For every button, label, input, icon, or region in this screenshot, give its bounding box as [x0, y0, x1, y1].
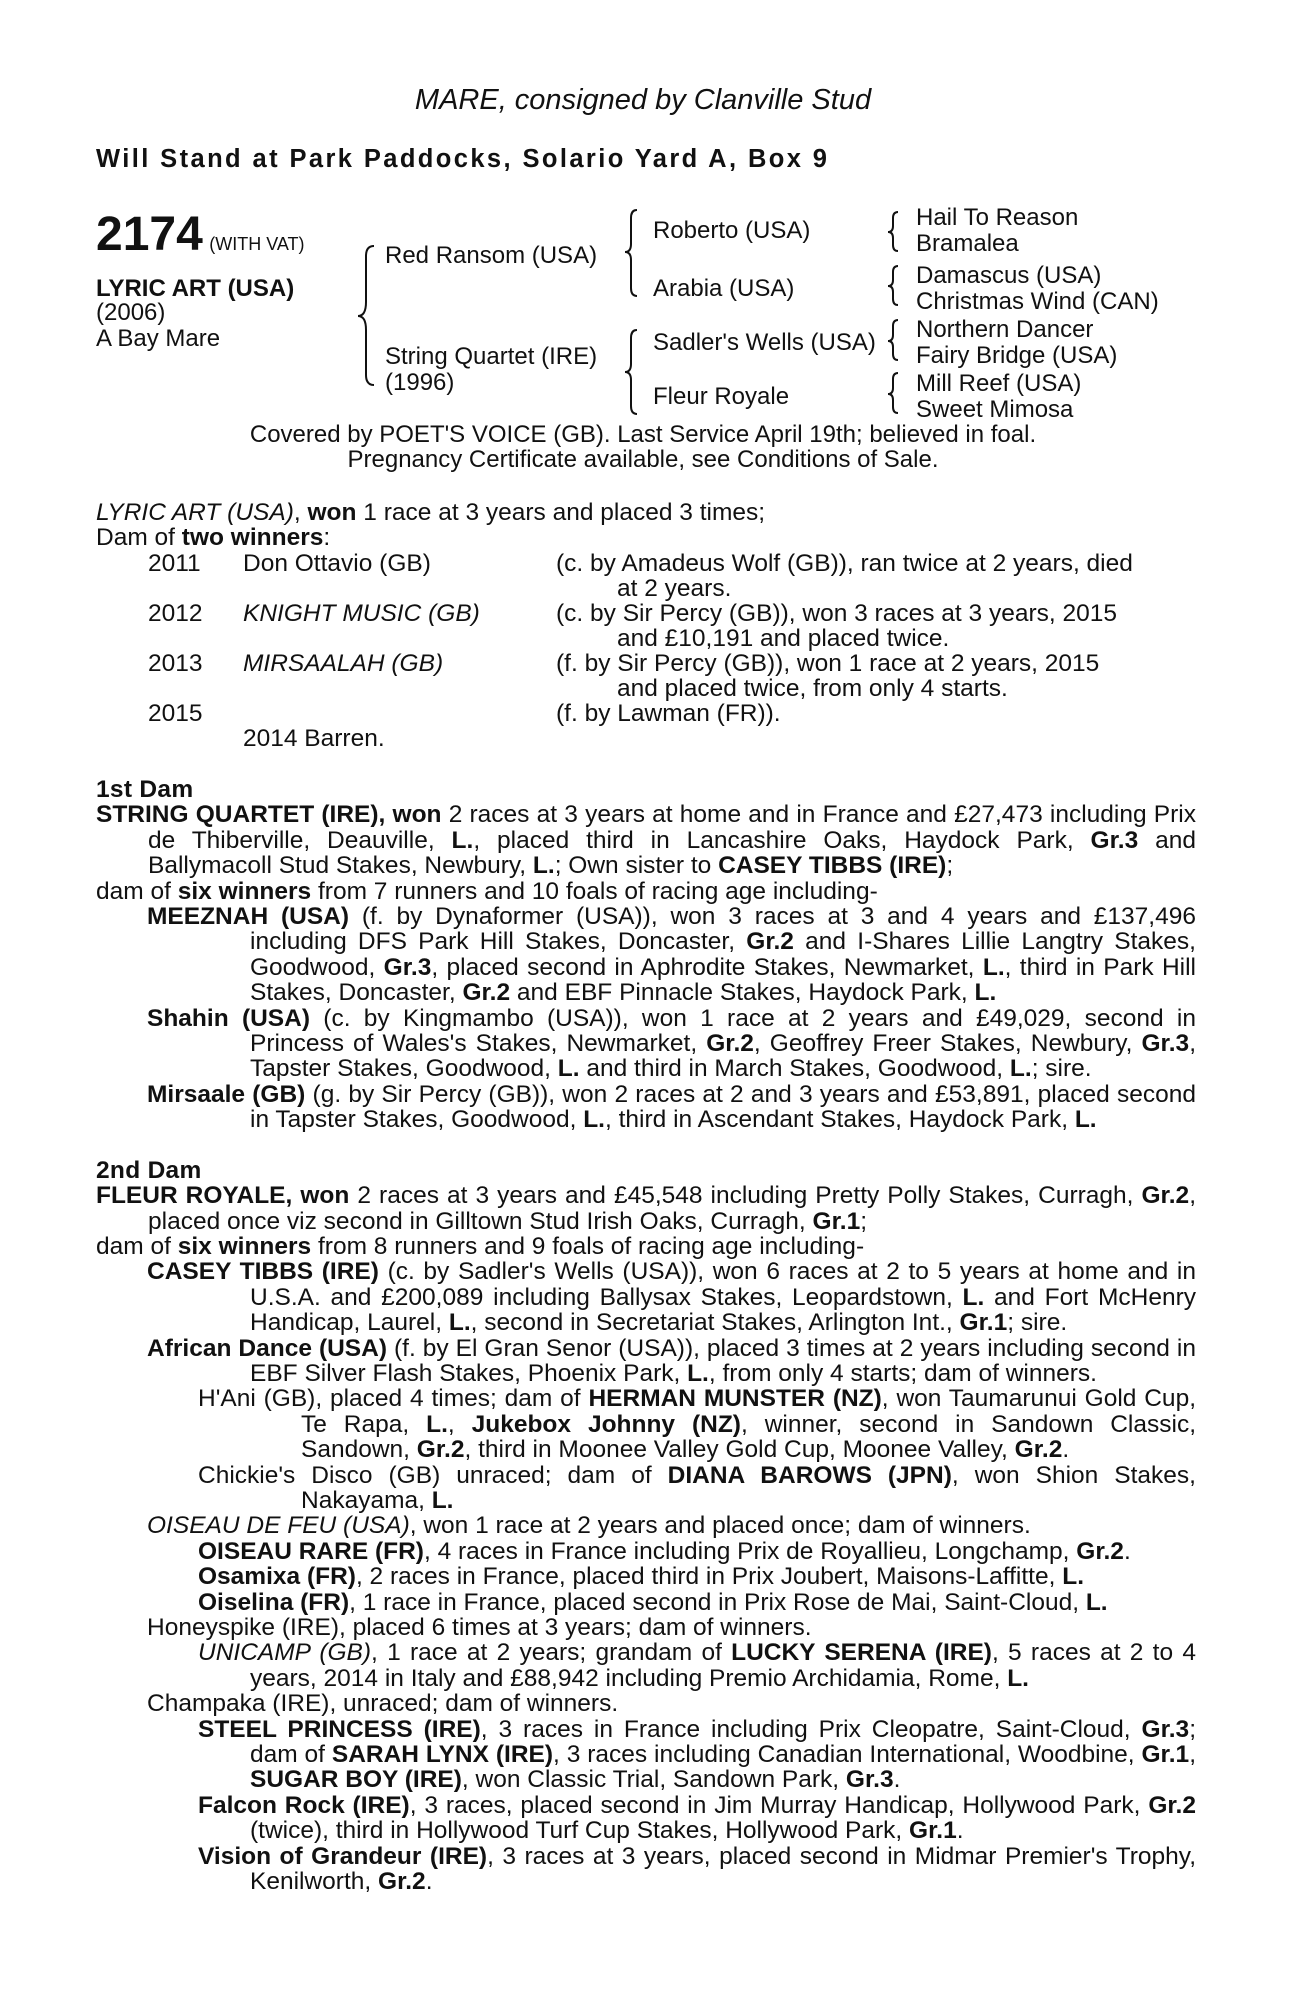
text: .: [893, 1766, 901, 1794]
mare-record: [96, 500, 765, 525]
listed-badge: L.: [687, 1359, 709, 1387]
progeny-detail-cont: and placed twice, from only 4 starts.: [617, 675, 1008, 702]
second-dam-produce-summary: [96, 1234, 1196, 1259]
won-label: won: [392, 801, 442, 829]
text: ; Own sister to: [554, 852, 719, 880]
progeny-name: Don Ottavio (GB): [243, 550, 431, 577]
main-brace: [358, 246, 374, 385]
produce-entry: [96, 1640, 1196, 1691]
text: ,: [447, 1410, 472, 1438]
produce-entry: [96, 1564, 1196, 1589]
progeny-detail-cont: and £10,191 and placed twice.: [617, 625, 950, 652]
produce-entry: [96, 1844, 1196, 1895]
text: , third in Ascendant Stakes, Haydock Park,: [605, 1106, 1075, 1134]
progeny-year: 2015: [148, 700, 203, 727]
listed-badge: L.: [1007, 1664, 1029, 1692]
own-sister-name: CASEY TIBBS (IRE): [718, 852, 947, 880]
text: and I-Shares Lillie Langtry Stakes, Goodwood,: [250, 928, 1196, 981]
produce-name: STEEL PRINCESS (IRE): [198, 1715, 481, 1743]
dam-brace: [625, 330, 637, 414]
progeny-detail: (f. by Lawman (FR)).: [556, 700, 781, 727]
listed-badge: L.: [1009, 1055, 1032, 1083]
text: ;: [946, 852, 954, 880]
text: (g. by Sir Percy (GB)), won 2 races at 2 and 3 years and £53,891, placed second in Tapster Stakes, Goodwood,: [250, 1080, 1196, 1134]
progeny-detail: (c. by Sir Percy (GB)), won 3 races at 3 years, 2015: [556, 600, 1117, 627]
text: (f. by El Gran Senor (USA)), placed 3 times at 2 years including second in EBF Silver Flash Stakes, Phoenix Park,: [250, 1334, 1196, 1387]
sire-brace: [625, 210, 637, 296]
ped-ddd: Sweet Mimosa: [916, 396, 1074, 423]
text: , winner, second in Sandown Classic, Sandown,: [301, 1410, 1197, 1464]
brace-ds: [888, 320, 898, 360]
text: , Tapster Stakes, Goodwood,: [250, 1030, 1196, 1083]
produce-entry: [96, 1513, 1196, 1538]
produce-entry: [96, 1386, 1196, 1462]
text: , won 1 race at 2 years and placed once; dam of winners.: [409, 1512, 1031, 1540]
text: , won Classic Trial, Sandown Park,: [461, 1766, 846, 1794]
listed-badge: L.: [974, 979, 997, 1007]
produce-entry: [96, 1006, 1196, 1082]
horse-name: LYRIC ART (USA): [96, 275, 295, 302]
record-name: LYRIC ART (USA): [96, 499, 294, 526]
progeny-year: 2011: [148, 550, 201, 577]
progeny-name: KNIGHT MUSIC (GB): [243, 600, 480, 627]
ped-ssd: Bramalea: [916, 230, 1019, 257]
progeny-name: MIRSAALAH (GB): [243, 650, 444, 677]
produce-entry: [96, 1717, 1196, 1793]
ped-dds: Mill Reef (USA): [916, 370, 1082, 397]
text: and EBF Pinnacle Stakes, Haydock Park,: [510, 979, 975, 1007]
group-badge: Gr.1: [909, 1817, 957, 1845]
text: dam of: [96, 877, 178, 905]
dam-of-dam: Fleur Royale: [653, 383, 790, 410]
barren-year: 2014 Barren.: [243, 725, 385, 752]
text: , from only 4 starts; dam of winners.: [708, 1359, 1097, 1387]
punct: ,: [378, 801, 393, 829]
dam-of-sire: Arabia (USA): [653, 275, 795, 302]
listed-badge: L.: [451, 826, 474, 854]
two-winners: two winners: [181, 524, 324, 551]
family-section: [96, 777, 1196, 1894]
text: .: [956, 1817, 964, 1845]
produce-entry: [96, 1590, 1196, 1615]
produce-name: HERMAN MUNSTER (NZ): [588, 1385, 882, 1413]
group-badge: Gr.2: [378, 1868, 426, 1896]
second-dam-record: [96, 1183, 1196, 1234]
produce-name: Mirsaale (GB): [147, 1080, 306, 1108]
text: ,: [1189, 1741, 1196, 1769]
catalogue-header-title: MARE, consigned by Clanville Stud: [414, 84, 872, 116]
group-badge: Gr.3: [1141, 1030, 1190, 1058]
listed-badge: L.: [1085, 1588, 1108, 1616]
group-badge: Gr.3: [845, 1766, 894, 1794]
group-badge: Gr.1: [812, 1207, 861, 1235]
text: , won Taumarunui Gold Cup, Te Rapa,: [301, 1385, 1196, 1438]
second-dam-heading: 2nd Dam: [96, 1156, 202, 1184]
text: and Fort McHenry Handicap, Laurel,: [250, 1283, 1197, 1337]
text: (f. by Dynaformer (USA)), won 3 races at 3 and 4 years and £137,496 including DFS Park Hill Stakes, Doncaster,: [250, 903, 1196, 956]
text: from 7 runners and 10 foals of racing age including-: [311, 877, 878, 905]
group-badge: Gr.2: [706, 1030, 754, 1058]
text: (twice), third in Hollywood Turf Cup Stakes, Hollywood Park,: [250, 1817, 910, 1845]
listed-badge: L.: [448, 1309, 471, 1337]
first-dam-heading: 1st Dam: [96, 776, 194, 803]
produce-name: MEEZNAH (USA): [147, 903, 350, 931]
first-dam-record: [96, 802, 1196, 878]
brace-sd: [888, 266, 898, 305]
group-badge: Gr.2: [746, 928, 794, 956]
stabling-location: Will Stand at Park Paddocks, Solario Yard A, Box 9: [96, 145, 830, 173]
group-badge: Gr.1: [959, 1309, 1008, 1337]
text: ;: [860, 1207, 868, 1235]
produce-entry: [96, 1793, 1196, 1844]
group-badge: Gr.3: [1090, 826, 1139, 854]
record-won: won: [307, 499, 357, 526]
produce-entry: [96, 1463, 1196, 1514]
text: ; sire.: [1031, 1055, 1092, 1083]
produce-name: Shahin (USA): [147, 1004, 311, 1032]
text: , placed once viz second in Gilltown Stud Irish Oaks, Curragh,: [148, 1182, 1196, 1235]
text: ; dam of: [250, 1715, 1197, 1769]
sire: Red Ransom (USA): [385, 242, 598, 269]
produce-name: DIANA BAROWS (JPN): [667, 1461, 952, 1489]
text: , second in Secretariat Stakes, Arlington Int.,: [470, 1309, 960, 1337]
produce-name: SUGAR BOY (IRE): [250, 1766, 462, 1794]
produce-entry: Champaka (IRE), unraced; dam of winners.: [147, 1690, 619, 1718]
group-badge: Gr.2: [1076, 1537, 1124, 1565]
listed-badge: L.: [532, 852, 555, 880]
progeny-detail: (c. by Amadeus Wolf (GB)), ran twice at 2 years, died: [556, 550, 1133, 577]
text: dam of: [96, 1232, 178, 1260]
listed-badge: L.: [1074, 1106, 1097, 1134]
text: , 1 race at 2 years; grandam of: [371, 1639, 732, 1667]
listed-badge: L.: [982, 953, 1005, 981]
listed-badge: L.: [583, 1106, 605, 1134]
text: and third in March Stakes, Goodwood,: [579, 1055, 1010, 1083]
produce-name: Vision of Grandeur (IRE): [198, 1842, 488, 1870]
won-label: won: [300, 1182, 350, 1210]
text: , 2 races in France, placed third in Prix Joubert, Maisons-Laffitte,: [355, 1563, 1063, 1591]
group-badge: Gr.2: [1141, 1182, 1190, 1210]
produce-entry: [96, 1259, 1196, 1335]
dam-foaling-year: (1996): [385, 369, 455, 396]
text: ; sire.: [1007, 1309, 1068, 1337]
listed-badge: L.: [962, 1283, 985, 1311]
group-badge: Gr.2: [416, 1436, 465, 1464]
produce-name: OISEAU DE FEU (USA): [147, 1512, 410, 1540]
text: (c. by Kingmambo (USA)), won 1 race at 2 years and £49,029, second in Princess of Wales's Stakes, Newmarket,: [250, 1004, 1197, 1058]
produce-name: OISEAU RARE (FR): [198, 1537, 424, 1565]
produce-name: Oiselina (FR): [198, 1588, 350, 1616]
horse-description: A Bay Mare: [96, 325, 221, 352]
group-badge: Gr.1: [1141, 1741, 1190, 1769]
produce-name: LUCKY SERENA (IRE): [731, 1639, 992, 1667]
text: .: [1123, 1537, 1131, 1565]
text: , 3 races, placed second in Jim Murray Handicap, Hollywood Park,: [409, 1791, 1149, 1819]
produce-entry: [96, 1539, 1196, 1564]
listed-badge: L.: [557, 1055, 580, 1083]
brace-ss: [888, 212, 898, 251]
first-dam-produce-summary: [96, 879, 1196, 904]
produce-entry: [96, 1336, 1196, 1387]
produce-name: CASEY TIBBS (IRE): [147, 1258, 379, 1286]
text: (c. by Sadler's Wells (USA)), won 6 races at 2 to 5 years at home and in U.S.A. and £200,089 including Ballysax Stakes, Leopardstown,: [250, 1258, 1196, 1311]
winners-count: six winners: [177, 877, 312, 905]
group-badge: Gr.2: [1014, 1436, 1063, 1464]
ped-sds: Damascus (USA): [916, 262, 1102, 289]
text: , won Shion Stakes, Nakayama,: [301, 1461, 1196, 1514]
produce-name: UNICAMP (GB): [198, 1639, 372, 1667]
produce-entry: [96, 1082, 1196, 1133]
produce-name: African Dance (USA): [147, 1334, 387, 1362]
produce-name: Osamixa (FR): [198, 1563, 356, 1591]
produce-name: SARAH LYNX (IRE): [331, 1741, 554, 1769]
text: , placed third in Lancashire Oaks, Haydock Park,: [473, 826, 1091, 854]
punct: ,: [285, 1182, 301, 1210]
foaling-year: (2006): [96, 299, 166, 326]
ped-dss: Northern Dancer: [916, 316, 1094, 343]
listed-badge: L.: [426, 1410, 448, 1438]
vat-note: (WITH VAT): [209, 234, 305, 254]
text: , placed second in Aphrodite Stakes, Newmarket,: [431, 953, 983, 981]
text: , 1 race in France, placed second in Prix Rose de Mai, Saint-Cloud,: [349, 1588, 1086, 1616]
progeny-year: 2012: [148, 600, 203, 627]
group-badge: Gr.3: [1141, 1715, 1190, 1743]
text: , 3 races including Canadian International, Woodbine,: [553, 1741, 1142, 1769]
text: , third in Moonee Valley Gold Cup, Moonee Valley,: [464, 1436, 1015, 1464]
listed-badge: L.: [431, 1486, 454, 1514]
progeny-detail: (f. by Sir Percy (GB)), won 1 race at 2 years, 2015: [556, 650, 1100, 677]
colon: :: [323, 524, 331, 551]
produce-name: Jukebox Johnny (NZ): [471, 1410, 741, 1438]
progeny-year: 2013: [148, 650, 203, 677]
text: , 5 races at 2 to 4 years, 2014 in Italy and £88,942 including Premio Archidamia, Rome,: [250, 1639, 1196, 1692]
text: , 3 races at 3 years, placed second in Midmar Premier's Trophy, Kenilworth,: [250, 1842, 1197, 1896]
group-badge: Gr.3: [383, 953, 432, 981]
pregnancy-notice: Pregnancy Certificate available, see Conditions of Sale.: [347, 446, 939, 473]
record-rest: 1 race at 3 years and placed 3 times;: [356, 499, 766, 526]
group-badge: Gr.2: [1148, 1791, 1196, 1819]
covered-notice: Covered by POET'S VOICE (GB). Last Service April 19th; believed in foal.: [249, 421, 1037, 448]
text: H'Ani (GB), placed 4 times; dam of: [198, 1385, 589, 1413]
text: , 4 races in France including Prix de Royallieu, Longchamp,: [423, 1537, 1077, 1565]
produce-entry: Honeyspike (IRE), placed 6 times at 3 years; dam of winners.: [147, 1614, 812, 1641]
ped-sdd: Christmas Wind (CAN): [916, 288, 1159, 315]
ped-dsd: Fairy Bridge (USA): [916, 342, 1118, 369]
text: and Ballymacoll Stud Stakes, Newbury,: [148, 826, 1196, 880]
text: 2 races at 3 years at home and in France and £27,473 including Prix de Thiberville, Deauville,: [148, 801, 1196, 854]
brace-dd: [888, 373, 898, 413]
text: .: [425, 1868, 433, 1896]
ped-sss: Hail To Reason: [916, 204, 1079, 231]
lot-number: 2174: [96, 208, 203, 261]
first-dam-name: STRING QUARTET (IRE): [96, 801, 379, 829]
sire-of-sire: Roberto (USA): [653, 217, 811, 244]
progeny-detail-cont: at 2 years.: [617, 575, 732, 602]
dam-of-label: Dam of: [96, 524, 182, 551]
text: , 3 races in France including Prix Cleopatre, Saint-Cloud,: [480, 1715, 1142, 1743]
sire-of-dam: Sadler's Wells (USA): [653, 329, 876, 356]
text: Chickie's Disco (GB) unraced; dam of: [198, 1461, 668, 1489]
winners-count: six winners: [177, 1232, 312, 1260]
produce-entry: [96, 904, 1196, 1006]
produce-name: Falcon Rock (IRE): [198, 1791, 410, 1819]
second-dam-name: FLEUR ROYALE: [96, 1182, 286, 1210]
dam: String Quartet (IRE): [385, 343, 598, 370]
text: , third in Park Hill Stakes, Doncaster,: [250, 953, 1196, 1007]
text: .: [1062, 1436, 1070, 1464]
dam-of-line: [96, 525, 330, 550]
group-badge: Gr.2: [462, 979, 511, 1007]
listed-badge: L.: [1062, 1563, 1085, 1591]
text: from 8 runners and 9 foals of racing age including-: [311, 1232, 865, 1260]
text: 2 races at 3 years and £45,548 including Pretty Polly Stakes, Curragh,: [349, 1182, 1142, 1210]
record-comma: ,: [293, 499, 308, 526]
text: , Geoffrey Freer Stakes, Newbury,: [753, 1030, 1142, 1058]
